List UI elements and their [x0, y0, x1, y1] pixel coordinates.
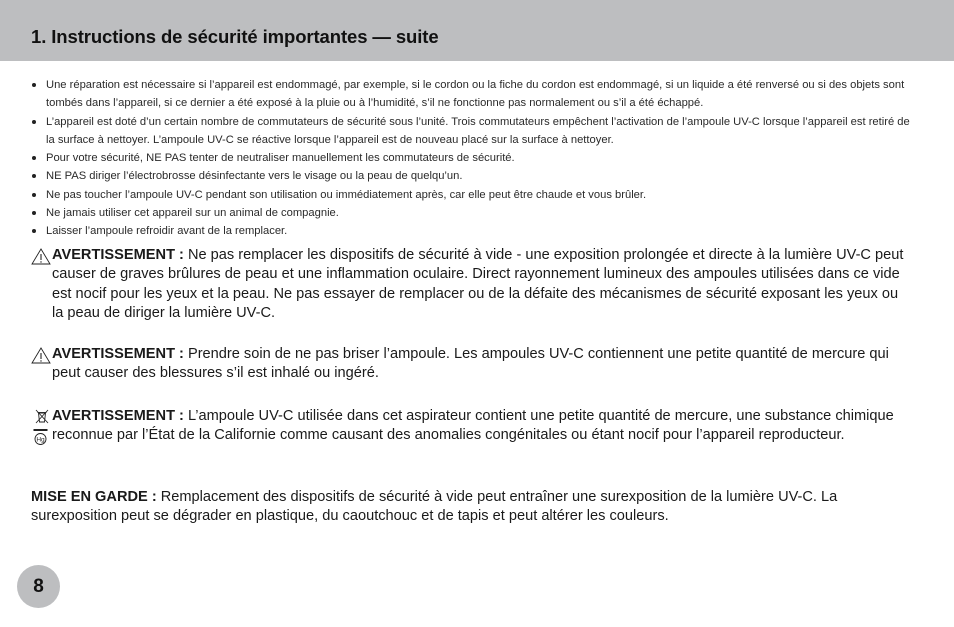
bullet-item: Laisser l’ampoule refroidir avant de la remplacer. [31, 222, 921, 240]
page-number-badge: 8 [17, 565, 60, 608]
bullet-item: Une réparation est nécessaire si l’appareil est endommagé, par exemple, si le cordon ou la fiche du cordon est endommagé, si un liquide a été renversé ou si des objets sont tombés dans l’appareil, si ce dernier a été exposé à la pluie ou à l’humidité, s’il ne fonctionne pas normalement ou s’il a été échappé. [31, 76, 921, 113]
warning-block-mercury [31, 407, 911, 446]
caution-label: MISE EN GARDE : [31, 489, 157, 505]
warning-triangle-icon [31, 347, 51, 364]
warning-label: AVERTISSEMENT : [52, 408, 184, 424]
warning-text: Ne pas remplacer les dispositifs de sécurité à vide - une exposition prolongée et directe à la lumière UV-C peut causer de graves brûlures de peau et une inflammation oculaire. Direct rayonnement lumineux des ampoules utilisées dans ce vide est nocif pour les yeux et la peau. Ne pas essayer de remplacer ou de la défaite des mécanismes de sécurité exposant les yeux ou la peau de diriger la lumière UV-C. [52, 247, 904, 321]
safety-bullet-list [31, 76, 921, 241]
bullet-item: NE PAS diriger l’électrobrosse désinfectante vers le visage ou la peau de quelqu’un. [31, 167, 921, 185]
warning-text: L’ampoule UV-C utilisée dans cet aspirateur contient une petite quantité de mercure, une substance chimique reconnue par l’État de la Californie comme causant des anomalies congénitales ou étant nocif pour l’appareil reproducteur. [52, 408, 894, 444]
mercury-hg-icon [33, 429, 48, 445]
section-header [0, 0, 954, 61]
caution-block [31, 488, 911, 527]
warning-label: AVERTISSEMENT : [52, 346, 184, 362]
warning-triangle-icon [31, 248, 51, 265]
warning-label: AVERTISSEMENT : [52, 247, 184, 263]
bullet-item: L’appareil est doté d’un certain nombre de commutateurs de sécurité sous l’unité. Trois commutateurs empêchent l’activation de l’ampoule UV-C lorsque l’appareil est retiré de la surface à nettoyer. L’ampoule UV-C se réactive lorsque l’appareil est de nouveau placé sur la surface à nettoyer. [31, 113, 921, 150]
section-title: 1. Instructions de sécurité importantes — suite [31, 26, 439, 47]
caution-text: Remplacement des dispositifs de sécurité à vide peut entraîner une surexposition de la lumière UV-C. La surexposition peut se dégrader en plastique, du caoutchouc et de tapis et peut altérer les couleurs. [31, 489, 838, 525]
bullet-item: Ne jamais utiliser cet appareil sur un animal de compagnie. [31, 204, 921, 222]
warning-block-bulb-breakage [31, 345, 911, 384]
bullet-item: Pour votre sécurité, NE PAS tenter de neutraliser manuellement les commutateurs de sécurité. [31, 149, 921, 167]
crossed-bin-icon [35, 409, 49, 424]
warning-block-uvc-exposure [31, 246, 911, 323]
warning-text: Prendre soin de ne pas briser l’ampoule. Les ampoules UV-C contiennent une petite quantité de mercure qui peut causer des blessures s’il est inhalé ou ingéré. [52, 346, 889, 382]
svg-text:Hg: Hg [36, 436, 45, 444]
bullet-item: Ne pas toucher l’ampoule UV-C pendant son utilisation ou immédiatement après, car elle peut être chaude et vous brûler. [31, 186, 921, 204]
